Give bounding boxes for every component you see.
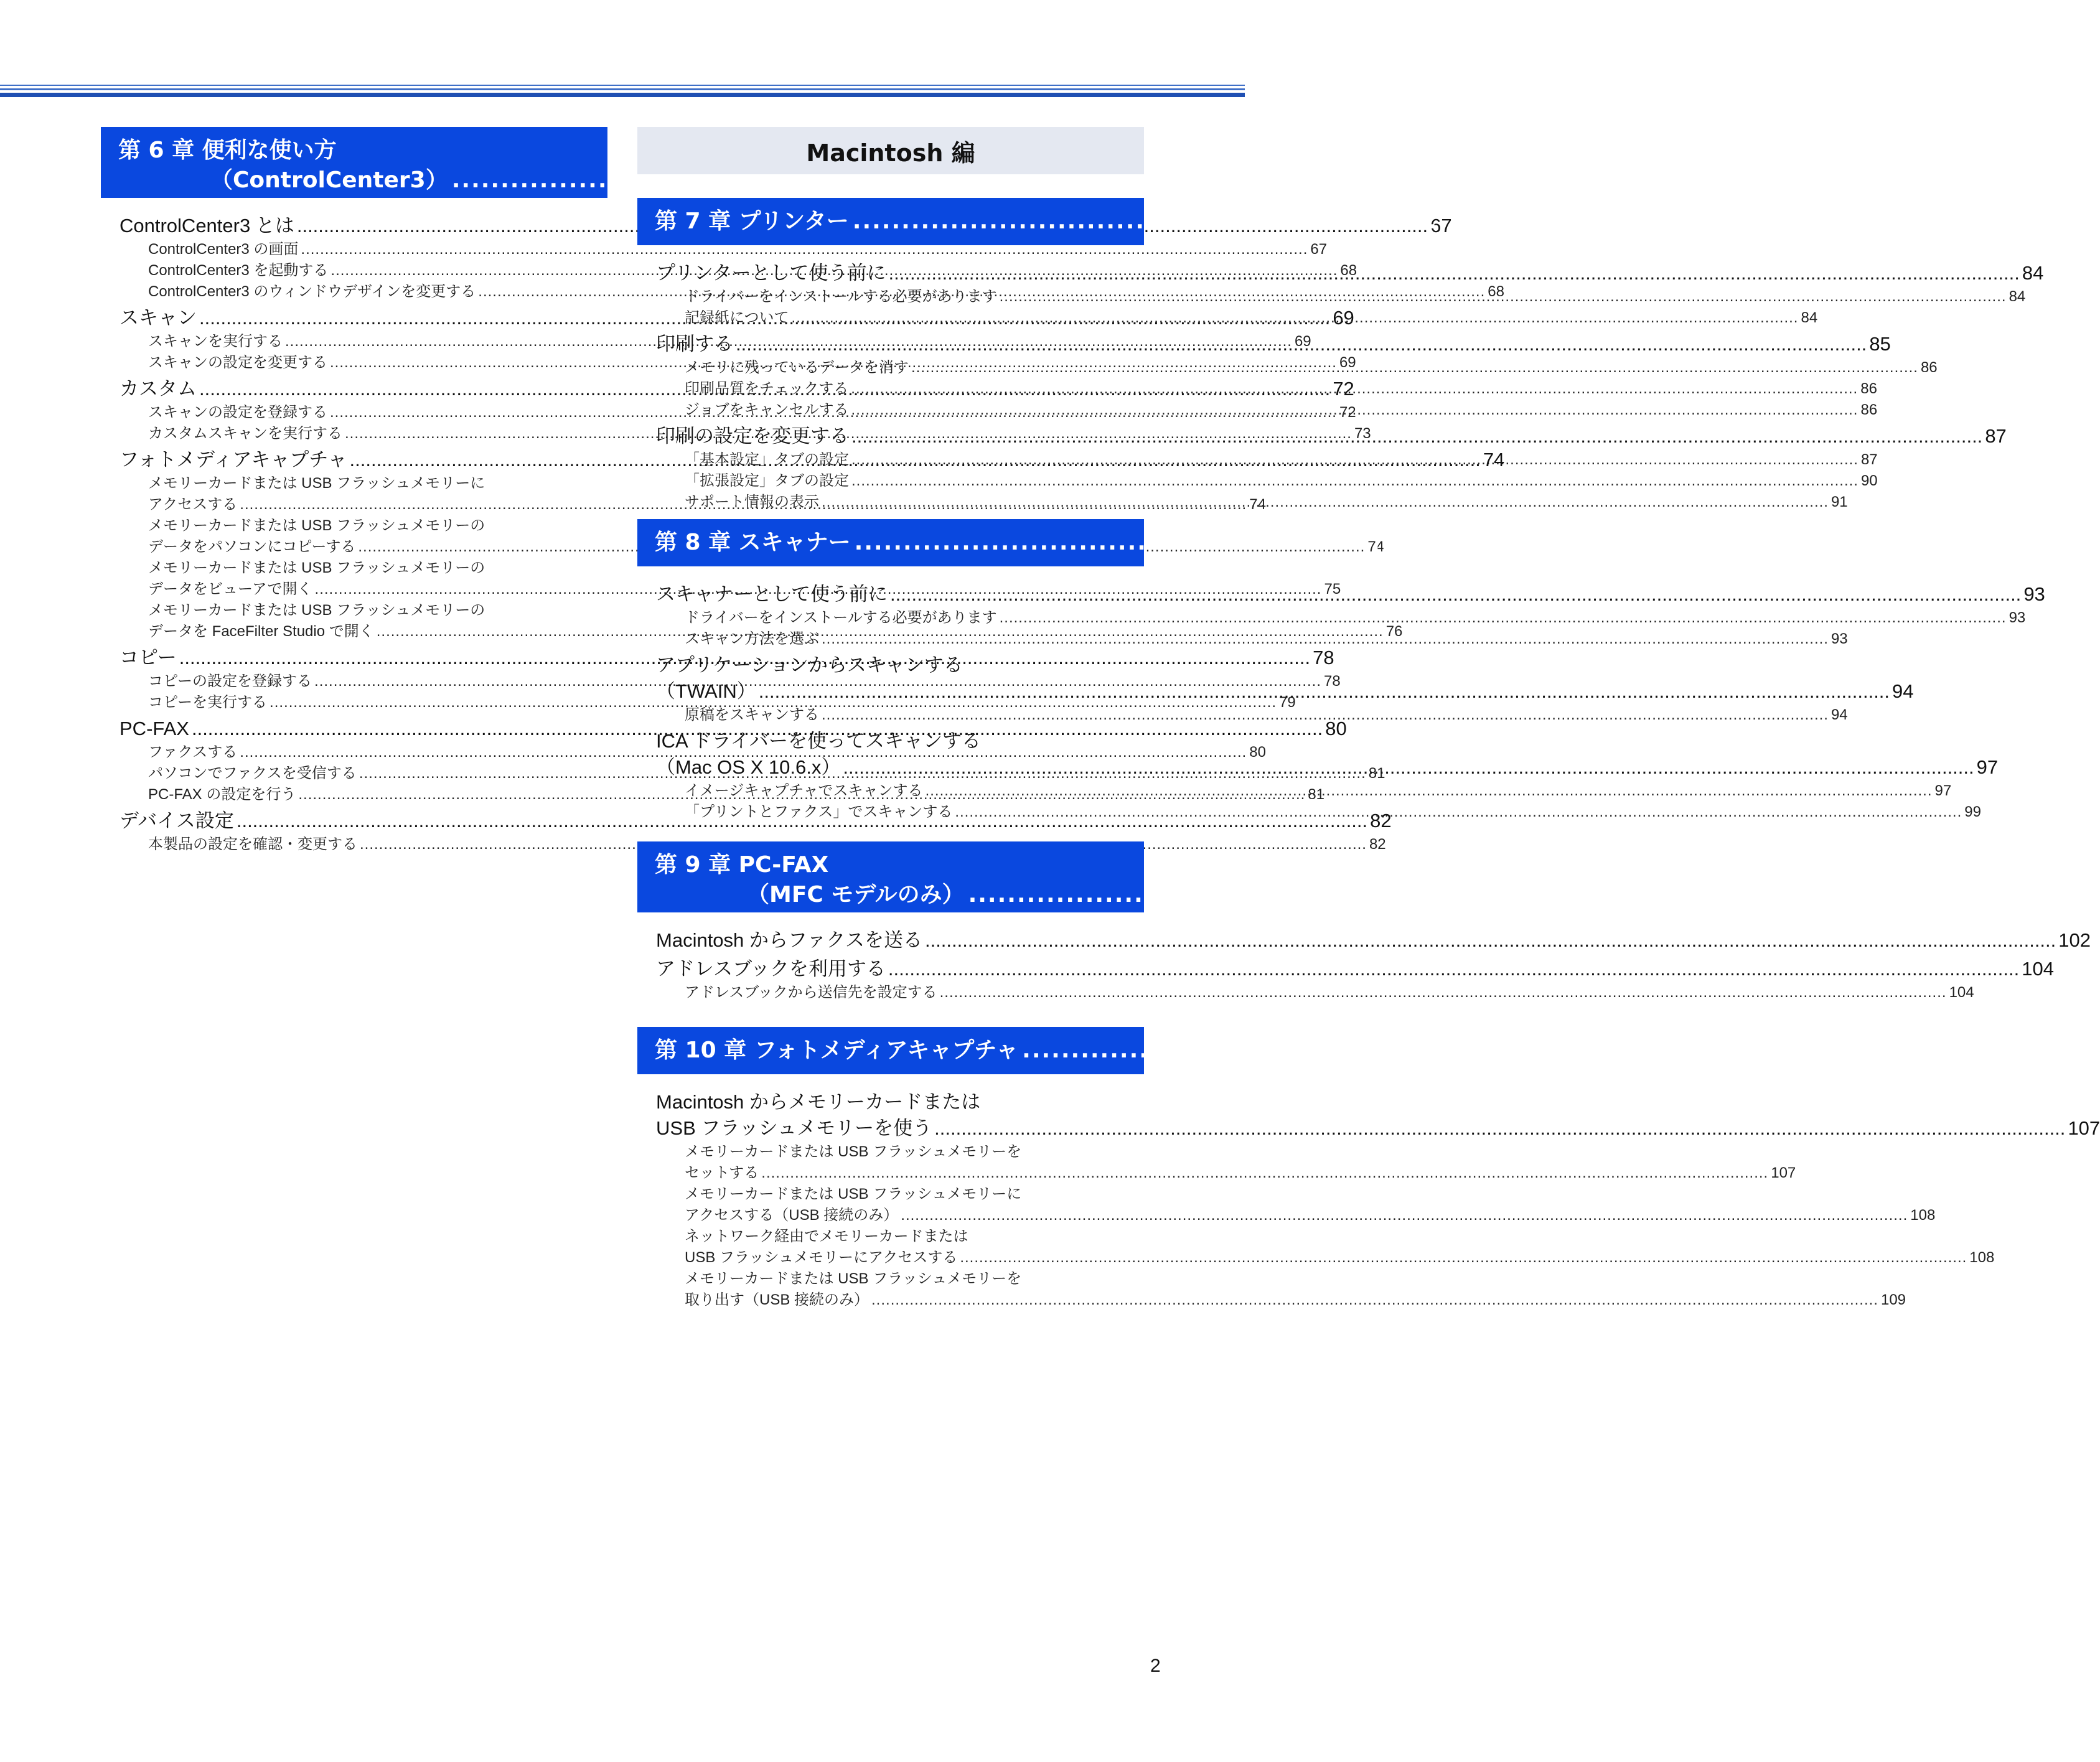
toc-entry-title-line1: メモリーカードまたは USB フラッシュメモリーの [148, 517, 485, 534]
toc-entry-title: データを FaceFilter Studio で開く [148, 623, 374, 640]
toc-entry-title: 「プリントとファクス」でスキャンする [685, 804, 953, 820]
toc-entry-title: コピーを実行する [148, 694, 268, 711]
toc-entry[interactable] [656, 1184, 1936, 1226]
toc-entry-page: 97 [1976, 756, 1999, 778]
leader-dots [851, 449, 1859, 471]
toc-entry-title: ControlCenter3 のウィンドウデザインを変更する [148, 283, 476, 300]
toc-entry-page: 90 [1860, 472, 1878, 489]
chapter-10-banner[interactable] [637, 1027, 2048, 1074]
toc-entry-page: 74 [1249, 496, 1266, 513]
leader-dots [843, 754, 1974, 780]
toc-entry-title: 原稿をスキャンする [685, 706, 819, 723]
chapter-9-entries [637, 912, 2091, 1027]
leader-dots [851, 471, 1859, 492]
toc-entry-title: サポート情報の表示 [685, 494, 819, 510]
toc-entry[interactable] [120, 834, 1386, 855]
toc-entry-page: 80 [1249, 744, 1266, 761]
chapter-10-page: 106 [2001, 1038, 2048, 1063]
leader-dots [822, 629, 1829, 650]
toc-entry-title: イメージキャプチャでスキャンする [685, 782, 923, 799]
toc-entry-title: アクセスする [148, 496, 238, 513]
toc-entry[interactable] [120, 692, 1296, 713]
leader-dots [1022, 1036, 1998, 1066]
toc-entry[interactable] [656, 1141, 1796, 1184]
toc-entry-page: 78 [1313, 647, 1334, 668]
toc-entry-title: スキャンを実行する [148, 333, 283, 350]
toc-entry-title: ControlCenter3 を起動する [148, 262, 329, 279]
toc-entry-title: ファクスする [148, 744, 238, 761]
toc-entry-page: 78 [1324, 673, 1341, 690]
toc-entry-page: 76 [1385, 623, 1403, 640]
toc-entry-title: 「基本設定」タブの設定 [685, 451, 849, 468]
toc-entry-title: カスタムスキャンを実行する [148, 425, 342, 442]
toc-entry-page: 86 [1860, 401, 1878, 418]
toc-entry-page: 72 [1333, 378, 1354, 400]
toc-entry-title: パソコンでファクスを受信する [148, 765, 357, 782]
leader-dots [901, 1205, 1908, 1226]
leader-dots [926, 780, 1933, 802]
toc-entry-page: 73 [1354, 425, 1371, 442]
leader-dots [871, 1290, 1878, 1311]
leader-dots [853, 207, 1829, 237]
chapter-9-subtitle: （MFC モデルのみ） [747, 882, 965, 907]
leader-dots [960, 1247, 1967, 1268]
leader-dots [851, 400, 1859, 421]
toc-entry-page: 68 [1488, 283, 1504, 300]
toc-entry-title: （TWAIN） [656, 680, 756, 702]
toc-entry-page: 94 [1830, 706, 1848, 723]
toc-entry-page: 69 [1339, 354, 1356, 371]
toc-entry-title: スキャン方法を選ぶ [685, 630, 819, 647]
toc-entry-title: ControlCenter3 とは [120, 215, 294, 237]
toc-entry-title-line1: メモリーカードまたは USB フラッシュメモリーの [148, 602, 485, 619]
toc-entry-page: 107 [1771, 1165, 1796, 1181]
leader-dots [925, 927, 2056, 954]
toc-entry-title: 記録紙について [685, 309, 789, 326]
toc-entry-page: 97 [1934, 782, 1952, 799]
macintosh-section-title: Macintosh 編 [637, 127, 1144, 174]
chapter-8-title: 第 8 章 スキャナー [655, 530, 851, 555]
toc-entry-title: スキャンの設定を登録する [148, 404, 327, 421]
toc-entry-page: 72 [1339, 404, 1356, 421]
toc-entry-page: 81 [1308, 786, 1325, 803]
chapter-10-entries [637, 1074, 2100, 1311]
chapter-7-title: 第 7 章 プリンター [655, 209, 849, 234]
toc-entry-page: 104 [1949, 984, 1974, 1001]
toc-entry-title: フォトメディアキャプチャ [120, 449, 347, 471]
chapter-7-page: 83 [1832, 209, 1863, 234]
chapter-8-page: 92 [1834, 530, 1865, 555]
toc-entry-page: 84 [2022, 262, 2044, 284]
leader-dots [736, 331, 1867, 357]
toc-entry-title: アクセスする（USB 接続のみ） [685, 1207, 899, 1224]
toc-entry-title: PC-FAX [120, 718, 189, 739]
toc-entry-page: 93 [1830, 630, 1848, 647]
toc-entry-page: 79 [1279, 694, 1296, 711]
toc-entry-title: 印刷する [656, 333, 733, 355]
toc-entry-page: 86 [1860, 380, 1877, 397]
toc-entry[interactable] [120, 239, 1328, 260]
toc-entry-title-line1: Macintosh からメモリーカードまたは [656, 1091, 981, 1113]
leader-dots [851, 378, 1858, 400]
toc-entry-title-line1: ICA ドライバーを使ってスキャンする [656, 730, 982, 752]
toc-entry[interactable] [656, 471, 1878, 492]
toc-entry-title: スキャン [120, 307, 197, 329]
header-rule-thin-2 [0, 88, 1245, 90]
leader-dots [968, 880, 1944, 910]
toc-entry[interactable] [656, 927, 2091, 954]
leader-dots [934, 1115, 2065, 1141]
toc-entry-title: 取り出す（USB 接続のみ） [685, 1291, 870, 1308]
leader-dots [822, 492, 1829, 513]
toc-entry-title: USB フラッシュメモリーを使う [656, 1117, 932, 1139]
toc-entry-title: （Mac OS X 10.6.x） [656, 756, 841, 778]
leader-dots [888, 956, 2019, 982]
leader-dots [889, 260, 2020, 286]
toc-entry-page: 102 [2058, 929, 2091, 951]
toc-entry-page: 91 [1830, 494, 1848, 510]
leader-dots [759, 678, 1890, 705]
leader-dots [855, 528, 1830, 558]
page-number: 2 [1150, 1656, 1161, 1676]
toc-entry-title: ドライバーをインストールする必要があります [685, 288, 997, 305]
toc-entry[interactable] [656, 982, 1974, 1003]
toc-entry-title: ドライバーをインストールする必要があります [685, 609, 997, 626]
toc-entry-title: 印刷品質をチェックする [685, 380, 849, 397]
toc-entry-page: 108 [1969, 1249, 1995, 1266]
toc-entry-page: 81 [1368, 765, 1385, 782]
leader-dots [792, 307, 1799, 329]
toc-entry-title: コピー [120, 647, 177, 668]
toc-entry-title: 本製品の設定を確認・変更する [148, 836, 357, 853]
toc-entry-title-line1: メモリーカードまたは USB フラッシュメモリーに [685, 1186, 1022, 1202]
toc-entry-page: 109 [1880, 1291, 1906, 1308]
leader-dots [911, 357, 1918, 378]
toc-entry-page: 74 [1483, 449, 1505, 471]
toc-entry-title: PC-FAX の設定を行う [148, 786, 296, 803]
toc-entry-page: 99 [1964, 804, 1981, 820]
chapter-10-title: 第 10 章 フォトメディアキャプチャ [655, 1038, 1019, 1063]
toc-entry-page: 104 [2022, 958, 2054, 980]
leader-dots [761, 1163, 1768, 1184]
toc-entry-page: 68 [1340, 262, 1357, 279]
chapter-6-subtitle: （ControlCenter3） [210, 167, 448, 193]
leader-dots [1000, 607, 2007, 629]
toc-entry-title-line1: メモリーカードまたは USB フラッシュメモリーを [685, 1270, 1022, 1287]
toc-entry-page: 75 [1324, 581, 1341, 597]
toc-entry-title: ControlCenter3 の画面 [148, 241, 299, 258]
toc-entry-page: 84 [1801, 309, 1818, 326]
chapter-9-title: 第 9 章 PC-FAX [655, 852, 829, 878]
toc-entry-title-line1: メモリーカードまたは USB フラッシュメモリーに [148, 475, 485, 492]
toc-entry[interactable] [656, 705, 1848, 726]
leader-dots [851, 423, 1982, 449]
toc-entry-page: 82 [1370, 810, 1392, 832]
toc-entry-page: 67 [1430, 215, 1452, 237]
toc-entry-page: 84 [2009, 288, 2026, 305]
leader-dots [822, 705, 1829, 726]
toc-entry-title: セットする [685, 1165, 759, 1181]
toc-entry-title-line1: メモリーカードまたは USB フラッシュメモリーを [685, 1143, 1022, 1160]
toc-entry[interactable] [656, 956, 2054, 982]
leader-dots [955, 802, 1962, 823]
toc-entry[interactable] [120, 742, 1266, 763]
header-rule-thick [0, 93, 1245, 97]
toc-entry-page: 69 [1333, 307, 1354, 329]
header-rule-thin-1 [0, 85, 1245, 86]
toc-entry-title: 「拡張設定」タブの設定 [685, 472, 849, 489]
toc-entry-title: データをパソコンにコピーする [148, 538, 356, 555]
chapter-6-title: 第 6 章 便利な使い方 [118, 138, 337, 163]
toc-entry-page: 87 [1985, 425, 2007, 447]
toc-entry-title: デバイス設定 [120, 810, 234, 832]
toc-entry-title-line1: ネットワーク経由でメモリーカードまたは [685, 1228, 968, 1245]
toc-entry[interactable] [656, 1226, 1995, 1268]
toc-entry-page: 94 [1892, 680, 1914, 702]
toc-entry-title: スキャンの設定を変更する [148, 354, 327, 371]
toc-entry-page: 107 [2068, 1117, 2100, 1139]
toc-entry-title: アドレスブックを利用する [656, 958, 886, 980]
leader-dots [940, 982, 1947, 1003]
toc-entry-page: 86 [1920, 359, 1938, 376]
toc-entry-page: 69 [1294, 333, 1311, 350]
toc-entry-title: USB フラッシュメモリーにアクセスする [685, 1249, 958, 1266]
toc-entry-title: Macintosh からファクスを送る [656, 929, 922, 951]
chapter-6-page: 66 [1431, 167, 1463, 193]
toc-entry-page: 85 [1869, 333, 1891, 355]
toc-entry-title: コピーの設定を登録する [148, 673, 312, 690]
toc-entry-page: 80 [1325, 718, 1347, 739]
toc-entry-page: 93 [2023, 583, 2045, 605]
toc-entry-title: プリンターとして使う前に [656, 262, 886, 284]
toc-entry-title: データをビューアで開く [148, 581, 312, 597]
toc-entry-page: 74 [1367, 538, 1385, 555]
toc-entry-page: 67 [1310, 241, 1328, 258]
chapter-9-page: 101 [1948, 882, 1995, 907]
toc-entry-page: 108 [1910, 1207, 1936, 1224]
toc-entry-title: スキャナーとして使う前に [656, 583, 888, 605]
toc-entry-page: 93 [2009, 609, 2026, 626]
toc-entry[interactable] [656, 1268, 1906, 1311]
toc-entry[interactable] [656, 607, 2026, 629]
toc-entry-title-line1: アプリケーションからスキャンする [656, 654, 963, 676]
toc-entry-page: 87 [1860, 451, 1878, 468]
toc-entry-title: 印刷の設定を変更する [656, 425, 849, 447]
toc-entry-title: メモリに残っているデータを消す [685, 359, 909, 376]
leader-dots [890, 581, 2021, 607]
toc-entry-title: ジョブをキャンセルする [685, 401, 849, 418]
toc-entry-title: アドレスブックから送信先を設定する [685, 984, 937, 1001]
toc-entry[interactable] [656, 1089, 2100, 1141]
toc-entry-title: カスタム [120, 378, 197, 400]
toc-entry-page: 82 [1369, 836, 1386, 853]
leader-dots [1000, 286, 2007, 307]
toc-entry-title-line1: メモリーカードまたは USB フラッシュメモリーの [148, 560, 485, 576]
